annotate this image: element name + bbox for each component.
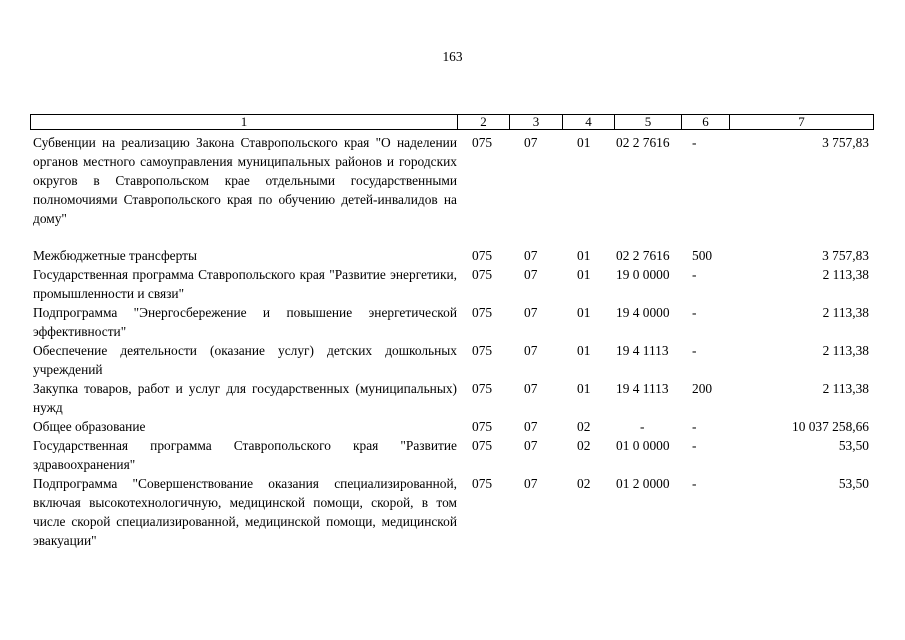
row-target-article: 19 4 1113: [616, 381, 669, 396]
row-amount: 2 113,38: [822, 381, 869, 396]
row-target-article: 02 2 7616: [616, 248, 670, 263]
row-subsection: 02: [577, 438, 591, 453]
row-expense-type: -: [692, 305, 697, 320]
row-code-ministry: 075: [472, 343, 493, 358]
row-expense-type: 200: [692, 381, 713, 396]
row-name: Подпрограмма "Совершенствование оказания специализированной, включая высокотехнологичную, медицинской помощи, скорой, в том числе скорой специализированной, медицинской помощи, медицинской эвакуации": [33, 476, 457, 548]
row-subsection: 01: [577, 248, 591, 263]
table-row: [30, 474, 875, 550]
table-row: [30, 133, 875, 228]
row-code-ministry: 075: [472, 381, 493, 396]
row-amount: 53,50: [838, 438, 869, 453]
row-amount: 2 113,38: [822, 343, 869, 358]
row-code-ministry: 075: [472, 267, 493, 282]
row-expense-type: -: [692, 476, 697, 491]
column-header-2: 2: [458, 115, 510, 130]
page-number: 163: [442, 49, 463, 64]
row-code-ministry: 075: [472, 438, 493, 453]
row-expense-type: 500: [692, 248, 713, 263]
row-target-article: 01 2 0000: [616, 476, 670, 491]
row-name: Межбюджетные трансферты: [33, 248, 197, 263]
table-row: [30, 417, 875, 436]
row-section: 07: [524, 476, 538, 491]
row-subsection: 01: [577, 267, 591, 282]
column-header-1: 1: [31, 115, 458, 130]
table-row: [30, 436, 875, 474]
row-expense-type: -: [692, 135, 697, 150]
table-row: [30, 303, 875, 341]
row-target-article: 02 2 7616: [616, 135, 670, 150]
row-target-article: 19 0 0000: [616, 267, 670, 282]
row-target-article: -: [640, 419, 645, 434]
row-name: Обеспечение деятельности (оказание услуг) детских дошкольных учреждений: [33, 343, 457, 377]
row-amount: 3 757,83: [822, 248, 869, 263]
row-subsection: 01: [577, 135, 591, 150]
column-header-6: 6: [682, 115, 730, 130]
row-expense-type: -: [692, 267, 697, 282]
row-section: 07: [524, 267, 538, 282]
column-header-5: 5: [615, 115, 682, 130]
table-row: [30, 341, 875, 379]
row-code-ministry: 075: [472, 248, 493, 263]
row-name: Закупка товаров, работ и услуг для государственных (муниципальных) нужд: [33, 381, 457, 415]
row-name: Государственная программа Ставропольского края "Развитие энергетики, промышленности и связи": [33, 267, 457, 301]
row-expense-type: -: [692, 343, 697, 358]
row-amount: 3 757,83: [822, 135, 869, 150]
row-expense-type: -: [692, 419, 697, 434]
column-header-7: 7: [730, 115, 874, 130]
row-name: Государственная программа Ставропольского края "Развитие здравоохранения": [33, 438, 457, 472]
table-row: [30, 246, 875, 265]
row-name: Подпрограмма "Энергосбережение и повышение энергетической эффективности": [33, 305, 457, 339]
row-expense-type: -: [692, 438, 697, 453]
row-code-ministry: 075: [472, 305, 493, 320]
column-header-4: 4: [563, 115, 615, 130]
row-subsection: 01: [577, 381, 591, 396]
row-subsection: 01: [577, 343, 591, 358]
column-header-table: [30, 114, 874, 130]
row-section: 07: [524, 135, 538, 150]
row-subsection: 01: [577, 305, 591, 320]
column-header-3: 3: [510, 115, 563, 130]
row-target-article: 19 4 0000: [616, 305, 670, 320]
row-target-article: 19 4 1113: [616, 343, 669, 358]
row-name: Общее образование: [33, 419, 146, 434]
row-section: 07: [524, 305, 538, 320]
row-amount: 2 113,38: [822, 267, 869, 282]
table-row: [30, 379, 875, 417]
row-section: 07: [524, 248, 538, 263]
row-target-article: 01 0 0000: [616, 438, 670, 453]
row-subsection: 02: [577, 419, 591, 434]
table-row: [30, 265, 875, 303]
column-header-row: [31, 115, 874, 130]
row-name: Субвенции на реализацию Закона Ставропольского края "О наделении органов местного самоуправления муниципальных районов и городских округов в Ставропольском крае отдельными государственными полномочиями Ставропольского края по обучению детей-инвалидов на дому": [33, 135, 457, 226]
row-section: 07: [524, 381, 538, 396]
row-subsection: 02: [577, 476, 591, 491]
row-amount: 2 113,38: [822, 305, 869, 320]
row-section: 07: [524, 343, 538, 358]
row-code-ministry: 075: [472, 135, 493, 150]
row-amount: 53,50: [838, 476, 869, 491]
row-amount: 10 037 258,66: [792, 419, 869, 434]
row-section: 07: [524, 438, 538, 453]
row-section: 07: [524, 419, 538, 434]
row-code-ministry: 075: [472, 476, 493, 491]
row-code-ministry: 075: [472, 419, 493, 434]
